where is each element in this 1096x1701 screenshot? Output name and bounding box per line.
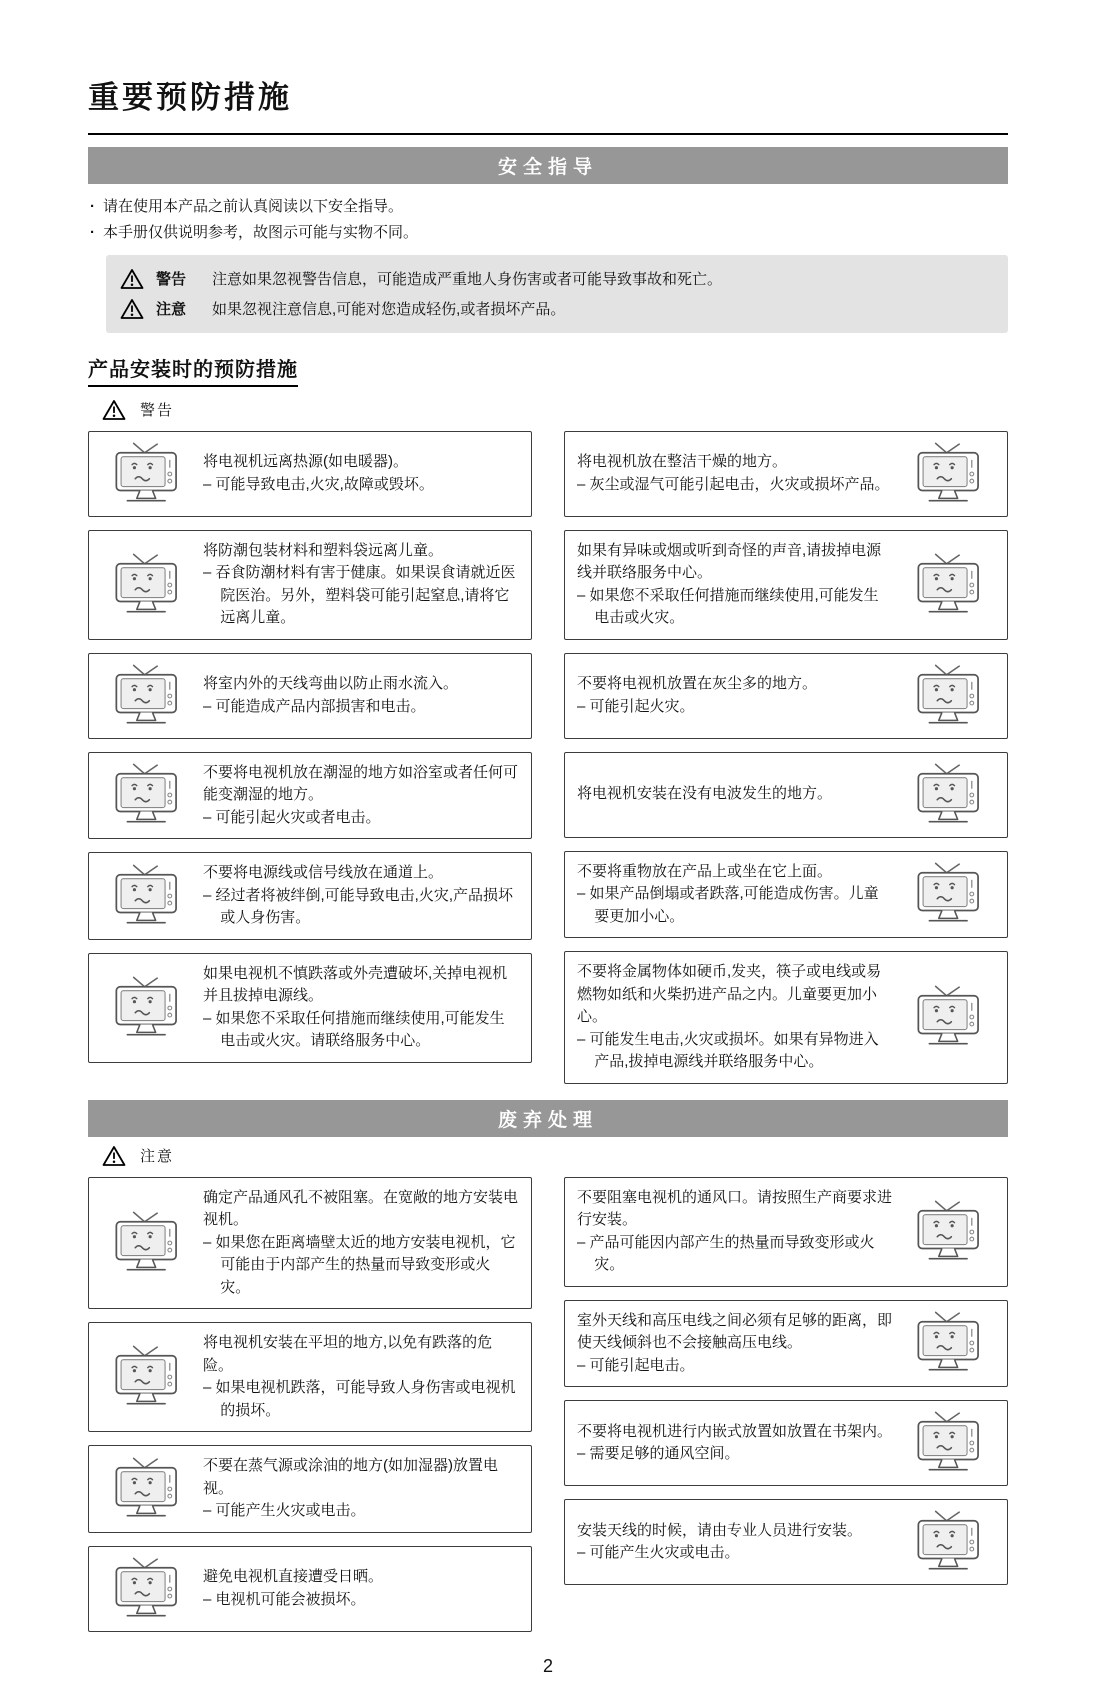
install-warning-line	[102, 399, 1008, 421]
precaution-detail: – 如果电视机跌落，可能导致人身伤害或电视机的损坏。	[203, 1379, 516, 1419]
tv-illustration-icon	[101, 863, 193, 929]
tv-illustration-icon	[101, 762, 193, 828]
warning-notice-box	[106, 255, 1008, 333]
tv-illustration-icon	[903, 441, 995, 507]
warning-label: 警告	[140, 402, 175, 419]
precaution-detail: – 需要足够的通风空间。	[577, 1445, 740, 1462]
precaution-item	[564, 1300, 1008, 1388]
tv-illustration-icon	[903, 861, 995, 927]
notice-text: 注意如果忽视警告信息，可能造成严重地人身伤害或者可能导致事故和死亡。	[212, 271, 723, 288]
warning-triangle-icon	[102, 1145, 126, 1167]
tv-illustration-icon	[101, 1344, 193, 1410]
tv-illustration-icon	[903, 552, 995, 618]
page-title: 重要预防措施	[88, 80, 292, 115]
precaution-title: 将室内外的天线弯曲以防止雨水流入。	[203, 675, 459, 692]
bullet-item: · 本手册仅供说明参考，故图示可能与实物不同。	[90, 220, 1008, 246]
disposal-right-column	[564, 1177, 1008, 1632]
tv-illustration-icon	[101, 552, 193, 618]
precaution-detail: – 可能产生火灾或电击。	[203, 1502, 366, 1519]
precaution-title: 如果有异味或烟或听到奇怪的声音,请拔掉电源线并联络服务中心。	[577, 541, 882, 581]
precaution-title: 安装天线的时候，请由专业人员进行安装。	[577, 1521, 863, 1539]
precaution-title: 不要在蒸气源或涂油的地方(如加湿器)放置电视。	[203, 1457, 498, 1497]
tv-illustration-icon	[101, 1556, 193, 1622]
precaution-item	[88, 1177, 532, 1310]
precaution-item	[88, 653, 532, 739]
precaution-title: 不要将金属物体如硬币,发夹，筷子或电线或易燃物如纸和火柴扔进产品之内。儿童要更加小心。	[577, 963, 882, 1025]
disposal-left-column	[88, 1177, 532, 1632]
precaution-title: 不要将电视机放在潮湿的地方如浴室或者任何可能变潮湿的地方。	[203, 763, 519, 803]
precaution-title: 将电视机安装在没有电波发生的地方。	[577, 785, 833, 803]
precaution-title: 不要将电源线或信号线放在通道上。	[203, 864, 444, 881]
tv-illustration-icon	[903, 1199, 995, 1265]
precaution-item	[88, 530, 532, 640]
precaution-title: 将电视机放在整洁干燥的地方。	[577, 453, 788, 470]
precaution-item	[564, 431, 1008, 517]
notice-row-caution	[120, 294, 994, 324]
precaution-item	[564, 530, 1008, 640]
notice-text: 如果忽视注意信息,可能对您造成轻伤,或者损坏产品。	[212, 301, 566, 318]
precaution-title: 将电视机远离热源(如电暖器)。	[203, 453, 408, 470]
precaution-title: 将防潮包装材料和塑料袋远离儿童。	[203, 541, 444, 559]
precaution-item	[88, 431, 532, 517]
precaution-detail: – 可能引起电击。	[577, 1356, 695, 1374]
install-left-column	[88, 431, 532, 1084]
warning-triangle-icon	[102, 399, 126, 421]
tv-illustration-icon	[903, 984, 995, 1050]
precaution-detail: – 灰尘或湿气可能引起电击，火灾或损坏产品。	[577, 475, 890, 493]
precaution-detail: – 可能造成产品内部损害和电击。	[203, 697, 426, 715]
intro-bullets	[90, 194, 1008, 247]
precaution-item	[88, 1322, 532, 1432]
precaution-item	[564, 1499, 1008, 1585]
precaution-detail: – 如果您在距离墙壁太近的地方安装电视机，它可能由于内部产生的热量而导致变形或火灾。	[203, 1233, 516, 1296]
precaution-title: 不要将电视机放置在灰尘多的地方。	[577, 675, 818, 692]
precaution-title: 不要将电视机进行内嵌式放置如放置在书架内。	[577, 1422, 893, 1440]
page-number: 2	[542, 1655, 553, 1676]
tv-illustration-icon	[101, 1210, 193, 1276]
precaution-detail: – 可能导致电击,火灾,故障或毁坏。	[203, 475, 434, 493]
precaution-detail: – 可能引起火灾。	[577, 697, 695, 715]
bullet-item: · 请在使用本产品之前认真阅读以下安全指导。	[90, 194, 1008, 220]
precaution-title: 不要将重物放在产品上或坐在它上面。	[577, 862, 833, 880]
precaution-title: 避免电视机直接遭受日晒。	[203, 1568, 384, 1585]
document-header	[88, 72, 1008, 135]
disposal-section-banner: 废弃处理	[88, 1100, 1008, 1137]
tv-illustration-icon	[101, 663, 193, 729]
precaution-detail: – 如果产品倒塌或者跌落,可能造成伤害。儿童要更加小心。	[577, 885, 879, 925]
install-section-heading: 产品安装时的预防措施	[88, 353, 298, 387]
precaution-item	[564, 653, 1008, 739]
precaution-item	[88, 752, 532, 840]
precaution-item	[88, 852, 532, 940]
precaution-item	[564, 1177, 1008, 1287]
precaution-item	[88, 1546, 532, 1632]
precaution-title: 确定产品通风孔不被阻塞。在宽敞的地方安装电视机。	[203, 1188, 519, 1228]
precaution-detail: – 吞食防潮材料有害于健康。如果误食请就近医院医治。另外，塑料袋可能引起窒息,请将它远离儿童。	[203, 564, 516, 626]
precaution-detail: – 产品可能因内部产生的热量而导致变形或火灾。	[577, 1233, 875, 1273]
notice-label: 警告	[156, 271, 187, 288]
precaution-detail: – 经过者将被绊倒,可能导致电击,火灾,产品损坏或人身伤害。	[203, 886, 514, 926]
precaution-item	[88, 1445, 532, 1533]
precaution-detail: – 可能发生电击,火灾或损坏。如果有异物进入产品,拔掉电源线并联络服务中心。	[577, 1030, 879, 1070]
precaution-title: 室外天线和高压电线之间必须有足够的距离，即使天线倾斜也不会接触高压电线。	[577, 1311, 893, 1351]
tv-illustration-icon	[903, 1310, 995, 1376]
precaution-item	[564, 951, 1008, 1084]
tv-illustration-icon	[101, 441, 193, 507]
warning-triangle-icon	[120, 268, 144, 290]
tv-illustration-icon	[101, 1456, 193, 1522]
precaution-title: 如果电视机不慎跌落或外壳遭破坏,关掉电视机并且拔掉电源线。	[203, 964, 508, 1004]
caution-label: 注意	[140, 1148, 175, 1165]
precaution-item	[564, 851, 1008, 939]
precaution-detail: – 如果您不采取任何措施而继续使用,可能发生电击或火灾。请联络服务中心。	[203, 1009, 505, 1049]
tv-illustration-icon	[903, 1410, 995, 1476]
precaution-item	[88, 953, 532, 1063]
precaution-item	[564, 1400, 1008, 1486]
tv-illustration-icon	[903, 762, 995, 828]
tv-illustration-icon	[903, 663, 995, 729]
notice-label: 注意	[156, 301, 187, 318]
disposal-caution-line	[102, 1145, 1008, 1167]
tv-illustration-icon	[903, 1509, 995, 1575]
precaution-title: 将电视机安装在平坦的地方,以免有跌落的危险。	[203, 1334, 493, 1374]
install-right-column	[564, 431, 1008, 1084]
precaution-detail: – 可能产生火灾或电击。	[577, 1544, 740, 1561]
precaution-detail: – 电视机可能会被损坏。	[203, 1590, 366, 1608]
safety-section-banner: 安全指导	[88, 147, 1008, 184]
disposal-precaution-columns	[88, 1177, 1008, 1632]
notice-row-warning	[120, 264, 994, 294]
precaution-detail: – 可能引起火灾或者电击。	[203, 808, 381, 826]
precaution-title: 不要阻塞电视机的通风口。请按照生产商要求进行安装。	[577, 1188, 893, 1228]
precaution-item	[564, 752, 1008, 838]
precaution-detail: – 如果您不采取任何措施而继续使用,可能发生电击或火灾。	[577, 586, 879, 626]
install-precaution-columns	[88, 431, 1008, 1084]
warning-triangle-icon	[120, 298, 144, 320]
tv-illustration-icon	[101, 975, 193, 1041]
